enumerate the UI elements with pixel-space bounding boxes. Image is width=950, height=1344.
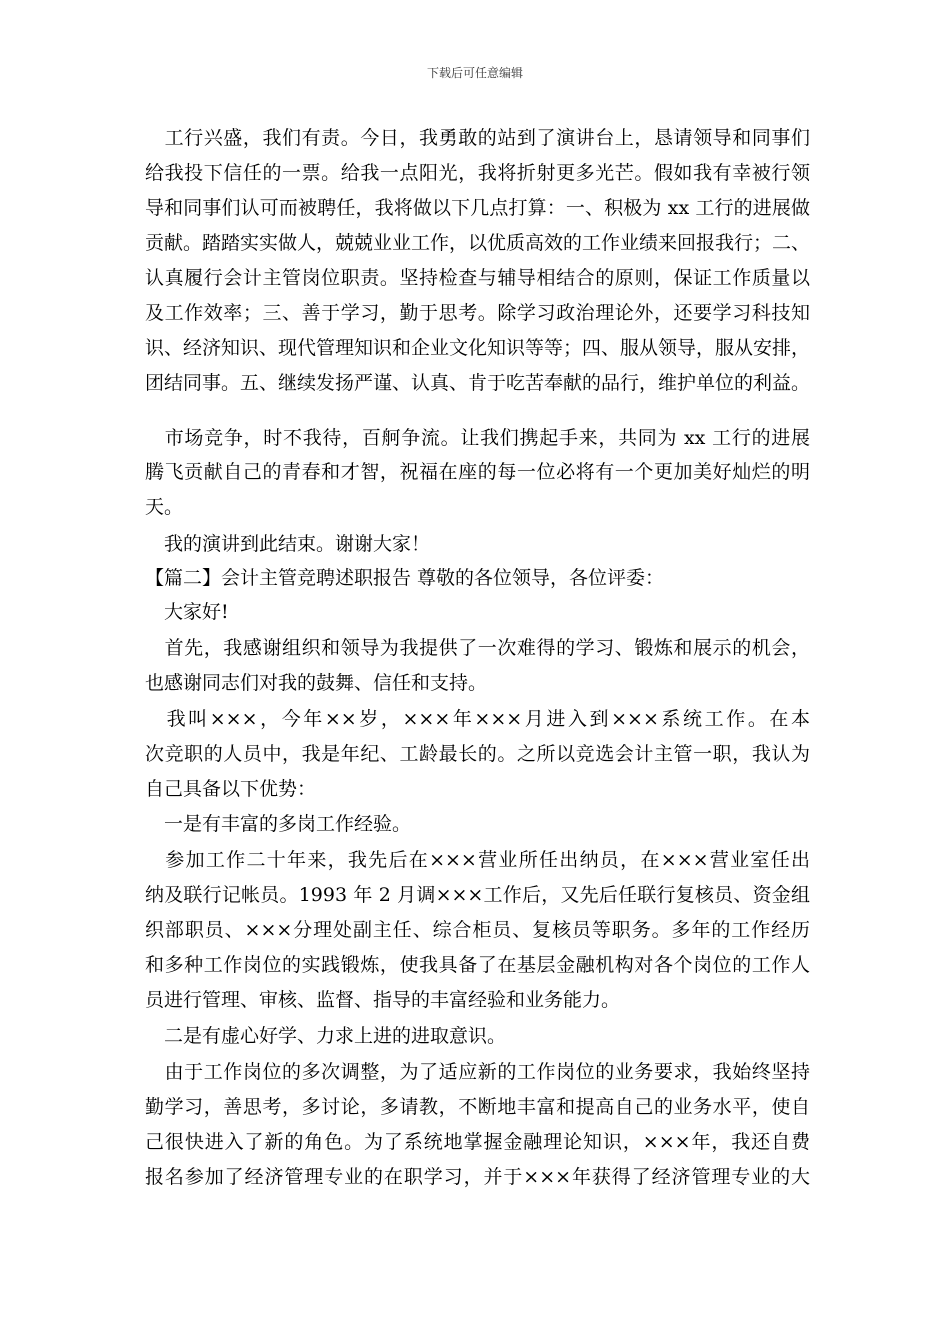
body-line: 大家好! xyxy=(145,601,229,623)
body-line: 自己具备以下优势： xyxy=(145,778,317,800)
body-line: 报名参加了经济管理专业的在职学习，并于×××年获得了经济管理专业的大 xyxy=(145,1166,810,1188)
body-line: 市场竞争，时不我待，百舸争流。让我们携起手来，共同为 xx 工行的进展 xyxy=(145,427,810,449)
section-heading: 【篇二】会计主管竞聘述职报告 尊敬的各位领导，各位评委： xyxy=(145,567,665,589)
body-line: 首先，我感谢组织和领导为我提供了一次难得的学习、锻炼和展示的机会， xyxy=(145,637,810,659)
body-line: 我叫×××，今年××岁，×××年×××月进入到×××系统工作。在本 xyxy=(145,708,810,730)
body-line: 和多种工作岗位的实践锻炼，使我具备了在基层金融机构对各个岗位的工作人 xyxy=(145,954,810,976)
body-line: 及工作效率；三、善于学习，勤于思考。除学习政治理论外，还要学习科技知 xyxy=(145,302,810,324)
body-line: 贡献。踏踏实实做人，兢兢业业工作，以优质高效的工作业绩来回报我行；二、 xyxy=(145,232,810,254)
body-line: 腾飞贡献自己的青春和才智，祝福在座的每一位必将有一个更加美好灿烂的明 xyxy=(145,461,810,483)
body-line: 工行兴盛，我们有责。今日，我勇敢的站到了演讲台上，恳请领导和同事们 xyxy=(145,127,810,149)
body-line: 次竞职的人员中，我是年纪、工龄最长的。之所以竞选会计主管一职，我认为 xyxy=(145,743,810,765)
body-line: 认真履行会计主管岗位职责。坚持检查与辅导相结合的原则，保证工作质量以 xyxy=(145,267,810,289)
body-line: 识、经济知识、现代管理知识和企业文化知识等等；四、服从领导，服从安排， xyxy=(145,337,810,359)
body-line: 二是有虚心好学、力求上进的进取意识。 xyxy=(145,1025,507,1047)
body-line: 勤学习，善思考，多讨论，多请教，不断地丰富和提高自己的业务水平，使自 xyxy=(145,1096,810,1118)
body-line: 己很快进入了新的角色。为了系统地掌握金融理论知识，×××年，我还自费 xyxy=(145,1131,810,1153)
body-line: 由于工作岗位的多次调整，为了适应新的工作岗位的业务要求，我始终坚持 xyxy=(145,1061,810,1083)
page-header: 下载后可任意编辑 xyxy=(426,66,523,80)
body-line: 一是有丰富的多岗工作经验。 xyxy=(145,813,412,835)
body-line: 给我投下信任的一票。给我一点阳光，我将折射更多光芒。假如我有幸被行领 xyxy=(145,162,810,184)
body-line: 员进行管理、审核、监督、指导的丰富经验和业务能力。 xyxy=(145,989,621,1011)
body-line: 天。 xyxy=(145,496,184,518)
body-line: 我的演讲到此结束。谢谢大家！ xyxy=(145,533,431,555)
body-line: 团结同事。五、继续发扬严谨、认真、肯于吃苦奉献的品行，维护单位的利益。 xyxy=(145,372,810,394)
body-line: 导和同事们认可而被聘任，我将做以下几点打算：一、积极为 xx 工行的进展做 xyxy=(145,197,810,219)
body-line: 也感谢同志们对我的鼓舞、信任和支持。 xyxy=(145,672,488,694)
body-line: 参加工作二十年来，我先后在×××营业所任出纳员，在×××营业室任出 xyxy=(145,849,810,871)
body-line: 纳及联行记帐员。1993 年 2 月调×××工作后，又先后任联行复核员、资金组 xyxy=(145,884,810,906)
body-line: 织部职员、×××分理处副主任、综合柜员、复核员等职务。多年的工作经历 xyxy=(145,919,810,941)
